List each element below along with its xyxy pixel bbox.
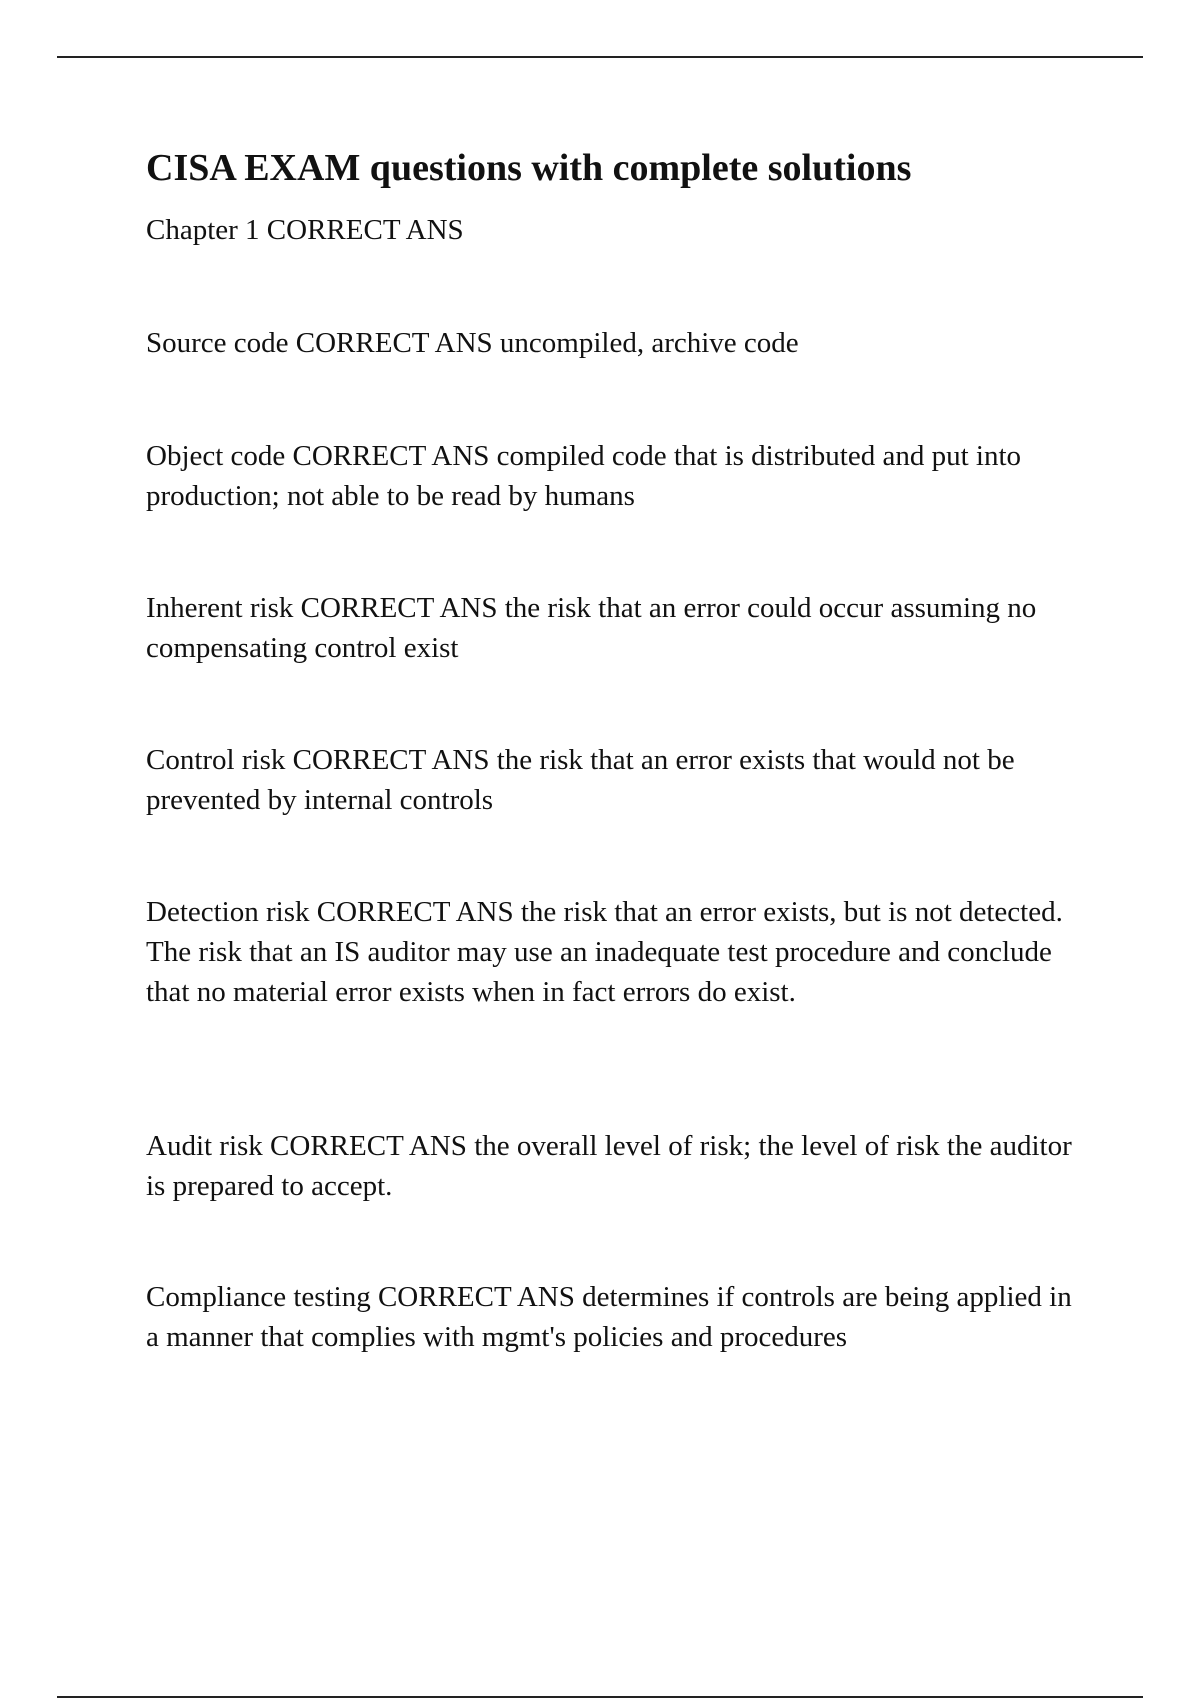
bottom-rule — [57, 1696, 1143, 1698]
entry-inherent-risk: Inherent risk CORRECT ANS the risk that an error could occur assuming no compensating control exist — [146, 592, 1037, 664]
entry-audit-risk: Audit risk CORRECT ANS the overall level of risk; the level of risk the auditor is prepared to accept. — [146, 1130, 1072, 1202]
top-rule — [57, 56, 1143, 58]
entry-compliance-testing: Compliance testing CORRECT ANS determines if controls are being applied in a manner that complies with mgmt's policies and procedures — [146, 1281, 1072, 1353]
entry-detection-risk: Detection risk CORRECT ANS the risk that an error exists, but is not detected. The risk that an IS auditor may use an inadequate test procedure and conclude that no material error exists when in fact errors do exist. — [146, 896, 1063, 1008]
entry-source-code: Source code CORRECT ANS uncompiled, archive code — [146, 327, 799, 359]
document-title: CISA EXAM questions with complete solutions — [146, 147, 912, 189]
entry-control-risk: Control risk CORRECT ANS the risk that an error exists that would not be prevented by internal controls — [146, 744, 1015, 816]
chapter-heading: Chapter 1 CORRECT ANS — [146, 214, 464, 246]
entry-object-code: Object code CORRECT ANS compiled code that is distributed and put into production; not able to be read by humans — [146, 440, 1021, 512]
